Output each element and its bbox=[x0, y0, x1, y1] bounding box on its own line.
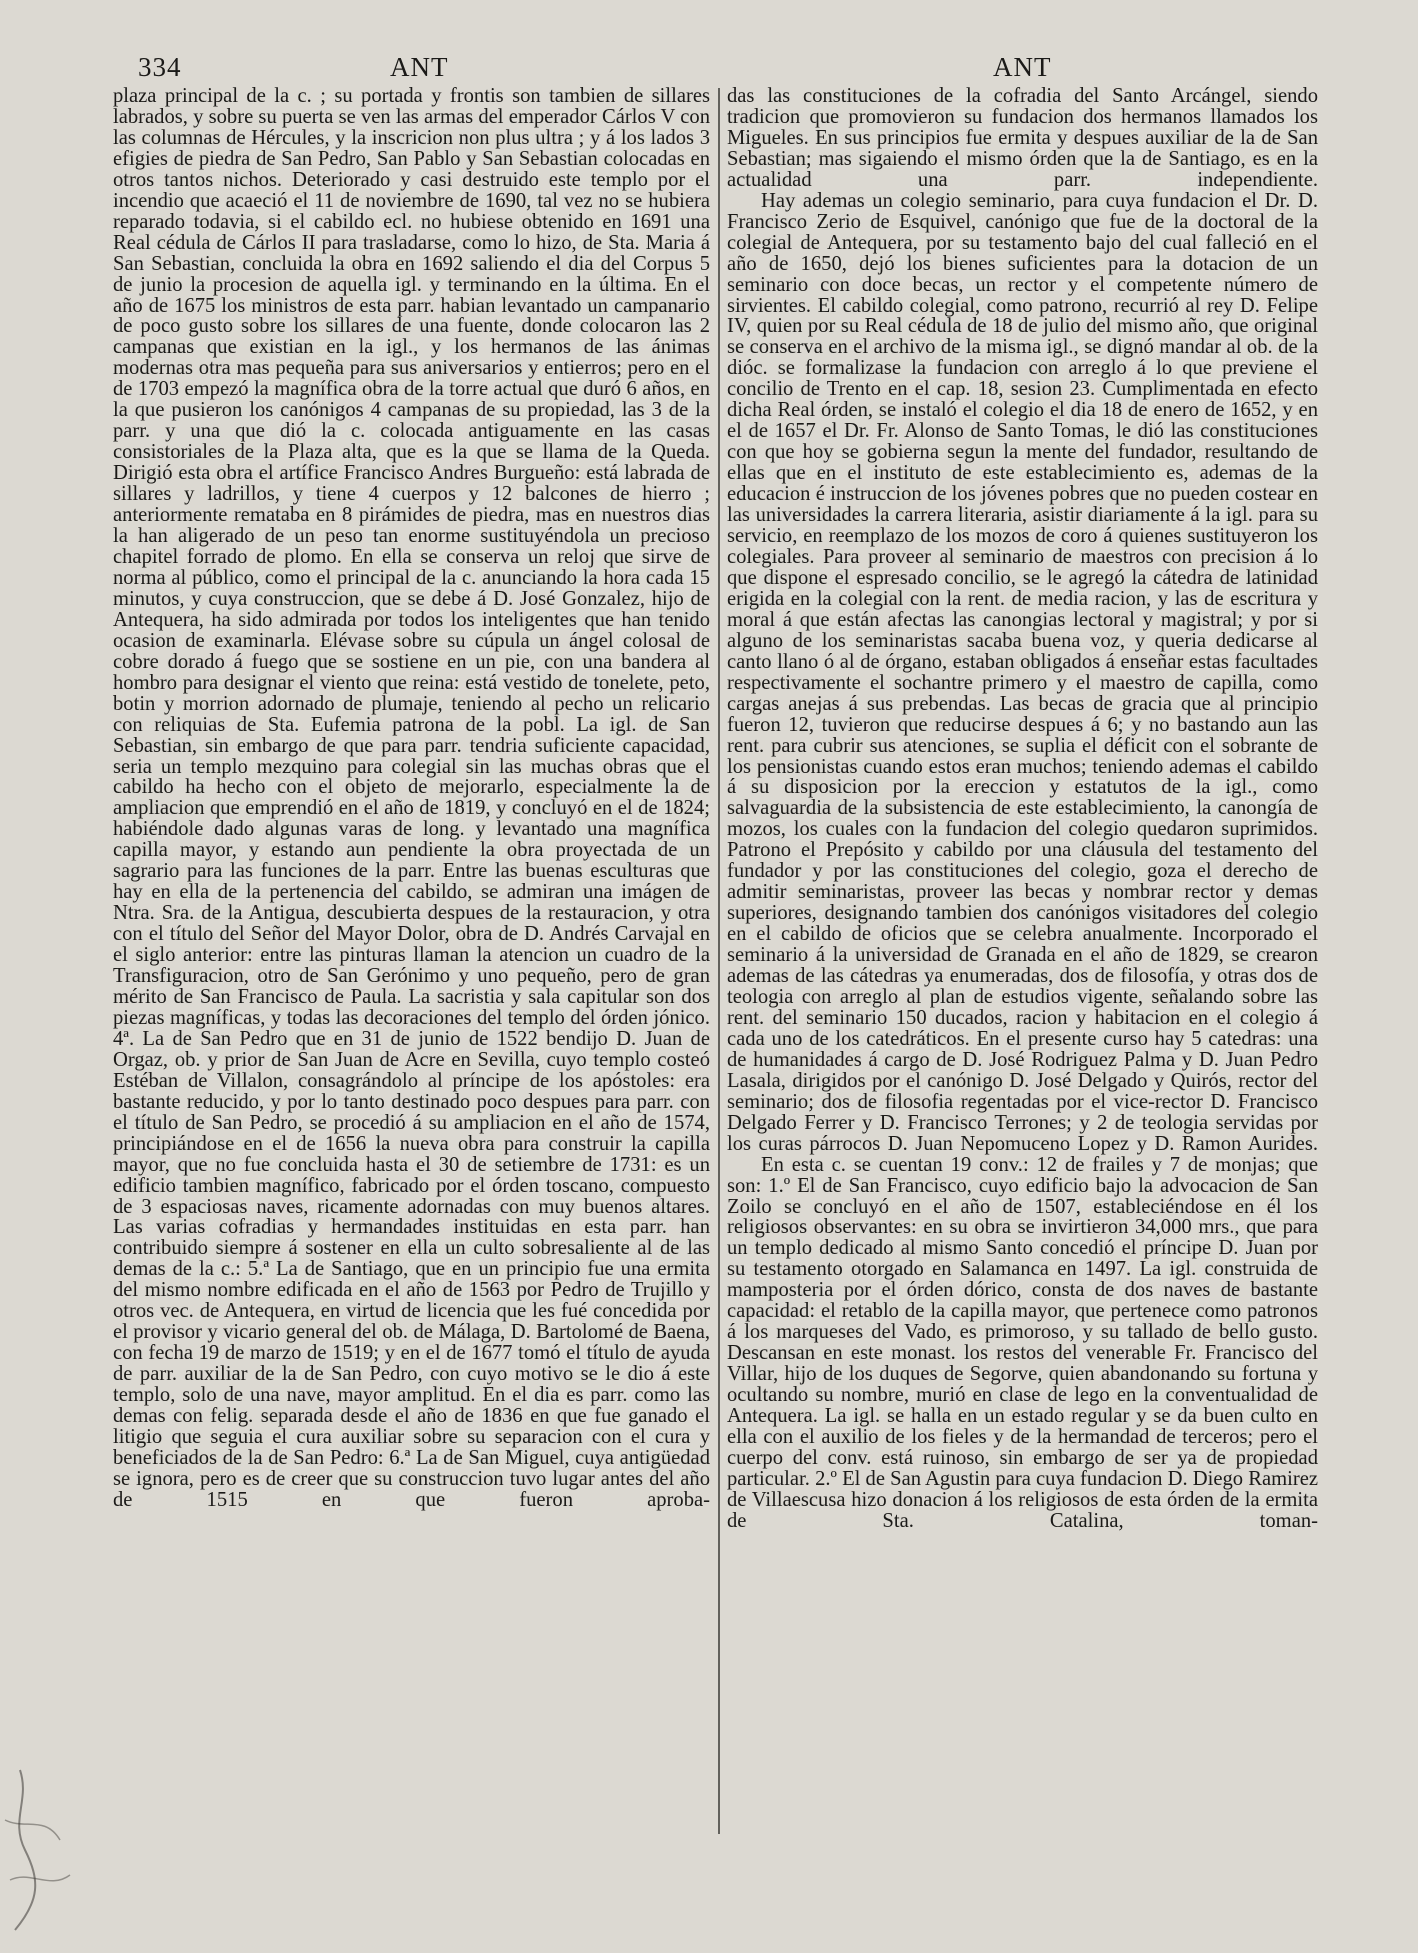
right-paragraph-2: Hay ademas un colegio seminario, para cuya fundacion el Dr. D. Francisco Zerio de Esquivel, canónigo que fue de la doctoral de la colegial de Antequera, por su testamento bajo del cual falleció en el año de 1650, dejó los bienes suficientes para la dotacion de un seminario con doce becas, un rector y el competente número de sirvientes. El cabildo colegial, como patrono, recurrió al rey D. Felipe IV, quien por su Real cédula de 18 de julio del mismo año, que original se conserva en el archivo de la misma igl., se dignó mandar al ob. de la dióc. se formalizase la fundacion con arreglo á lo que previene el concilio de Trento en el cap. 18, sesion 23. Cumplimentada en efecto dicha Real órden, se instaló el colegio el dia 18 de enero de 1652, y en el de 1657 el Dr. Fr. Alonso de Santo Tomas, le dió las constituciones con que hoy se gobierna segun la mente del fundador, resultando de ellas que en el instituto de este establecimiento es, ademas de la educacion é instruccion de los jóvenes pobres que no pueden costear en las universidades la carrera literaria, asistir diariamente á la igl. para su servicio, en reemplazo de los mozos de coro á quienes sustituyeron los colegiales. Para proveer al seminario de maestros con precision á lo que dispone el espresado concilio, se le agregó la cátedra de latinidad erigida en la colegial con la rent. de media racion, y las de escritura y moral á que están afectas las canongias lectoral y magistral; y por si alguno de los seminaristas sacaba buena voz, y queria dedicarse al canto llano ó al de órgano, estaban obligados á enseñar estas facultades respectivamente el sochantre primero y el maestro de capilla, como cargas anejas á sus prebendas. Las becas de gracia que al principio fueron 12, tuvieron que reducirse despues á 6; y no bastando aun las rent. para cubrir sus atenciones, se suplia el déficit con el sobrante de los pensionistas cuando estos eran muchos; teniendo ademas el cabildo á su disposicion por la ereccion y estatutos de la igl., como salvaguardia de la subsistencia de este establecimiento, la canongía de mozos, los cuales con la fundacion del colegio quedaron suprimidos. Patrono el Prepósito y cabildo por una cláusula del testamento del fundador y por las constituciones del colegio, goza el derecho de admitir seminaristas, proveer las becas y nombrar rector y demas superiores, designando tambien dos canónigos visitadores del colegio en el cabildo de oficios que se celebra anualmente. Incorporado el seminario á la universidad de Granada en el año de 1829, se crearon ademas de las cátedras ya enumeradas, dos de filosofía, y otras dos de teologia con arreglo al plan de estudios vigente, señalando sobre las rent. del seminario 150 ducados, racion y habitacion en el colegio á cada uno de los catedráticos. En el presente curso hay 5 catedras: una de humanidades á cargo de D. José Rodriguez Palma y D. Juan Pedro Lasala, dirigidos por el canónigo D. José Delgado y Quirós, rector del seminario; dos de filosofia regentadas por el vice-rector D. Francisco Delgado Ferrer y D. Francisco Terrones; y 2 de teologia servidas por los curas párrocos D. Juan Nepomuceno Lopez y D. Ramon Aurides. bbox=[727, 189, 1318, 1155]
margin-scribble-icon bbox=[0, 1760, 100, 1940]
left-paragraph-1: plaza principal de la c. ; su portada y frontis son tambien de sillares labrados, y sobre su puerta se ven las armas del emperador Cárlos V con las columnas de Hércules, y la inscricion non plus ultra ; y á los lados 3 efigies de piedra de San Pedro, San Pablo y San Sebastian colocadas en otros tantos nichos. Deteriorado y casi destruido este templo por el incendio que acaeció el 11 de noviembre de 1690, tal vez no se hubiera reparado todavia, si el cabildo ecl. no hubiese obtenido en 1691 una Real cédula de Cárlos II para trasladarse, como lo hizo, de Sta. Maria á San Sebastian, concluida la obra en 1692 saliendo el dia del Corpus 5 de junio la procesion de aquella igl. y terminando en la última. En el año de 1675 los ministros de esta parr. habian levantado un campanario de poco gusto sobre los sillares de una fuente, donde colocaron las 2 campanas que existian en la igl., y los hermanos de las ánimas modernas otra mas pequeña para sus aniversarios y entierros; pero en el de 1703 empezó la magnífica obra de la torre actual que duró 6 años, en la que pusieron los canónigos 4 campanas de su propiedad, las 3 de la parr. y una que dió la c. colocada antiguamente en las casas consistoriales de la Plaza alta, que es la que se llama de la Queda. Dirigió esta obra el artífice Francisco Andres Burgueño: está labrada de sillares y ladrillos, y tiene 4 cuerpos y 12 balcones de hierro ; anteriormente remataba en 8 pirámides de piedra, mas en nuestros dias la han aligerado de un peso tan enorme sustituyéndola un precioso chapitel forrado de plomo. En ella se conserva un reloj que sirve de norma al público, como el principal de la c. anunciando la hora cada 15 minutos, y cuya construccion, que se debe á D. José Gonzalez, hijo de Antequera, ha sido admirada por todos los inteligentes que han tenido ocasion de examinarla. Elévase sobre su cúpula un ángel colosal de cobre dorado á fuego que se sostiene en un pie, con una bandera al hombro para designar el viento que reina: está vestido de tonelete, peto, botin y morrion adornado de plumaje, teniendo al pecho un relicario con reliquias de Sta. Eufemia patrona de la pobl. La igl. de San Sebastian, sin embargo de que para parr. tendria suficiente capacidad, seria un templo mezquino para colegial sin las muchas obras que el cabildo ha hecho con el objeto de mejorarlo, especialmente la de ampliacion que emprendió en el año de 1819, y concluyó en el de 1824; habiéndole dado algunas varas de long. y levantado una magnífica capilla mayor, y estando aun pendiente la obra proyectada de un sagrario para las funciones de la parr. Entre las buenas esculturas que hay en ella de la pertenencia del cabildo, se admiran una imágen de Ntra. Sra. de la Antigua, descubierta despues de la restauracion, y otra con el título del Señor del Mayor Dolor, obra de D. Andrés Carvajal en el siglo anterior: entre las pinturas llaman la atencion un cuadro de la Transfiguracion, otro de San Gerónimo y uno pequeño, pero de gran mérito de San Francisco de Paula. La sacristia y sala capitular son dos piezas magníficas, y todas las decoraciones del templo del órden jónico. 4ª. La de San Pedro que en 31 de junio de 1522 bendijo D. Juan de Orgaz, ob. y prior de San Juan de Acre en Sevilla, cuyo templo costeó Estéban de Villalon, consagrándolo al príncipe de los apóstoles: era bastante reducido, y por lo tanto destinado poco despues para parr. con el título de San Pedro, se procedió á su ampliacion en el año de 1574, principiándose en el de 1656 la nueva obra para construir la capilla mayor, que no fue concluida hasta el 30 de setiembre de 1731: es un edificio tambien magnífico, fabricado por el órden toscano, compuesto de 3 espaciosas naves, ricamente adornadas con muy buenos altares. Las varias cofradias y hermandades instituidas en esta parr. han contribuido siempre á sostener en ella un culto sobresaliente al de las demas de la c.: 5.ª La de Santiago, que en un principio fue una ermita del mismo nombre edificada en el año de 1563 por Pedro de Trujillo y otros vec. de Antequera, en virtud de licencia que les fué concedida por el provisor y vicario general del ob. de Málaga, D. Bartolomé de Baena, con fecha 19 de marzo de 1519; y en el de 1677 tomó el título de ayuda de parr. auxiliar de la de San Pedro, con cuyo motivo se le dio á este templo, solo de una nave, mayor amplitud. En el dia es parr. como las demas con felig. separada desde el año de 1836 en que fue ganado el litigio que seguia el cura auxiliar sobre su separacion con el cura y beneficiados de la de San Pedro: 6.ª La de San Miguel, cuya antigüedad se ignora, pero es de creer que su construccion tuvo lugar antes del año de 1515 en que fueron aproba- bbox=[113, 85, 710, 1511]
column-divider bbox=[718, 88, 720, 1834]
right-column bbox=[727, 86, 1318, 1532]
right-paragraph-3: En esta c. se cuentan 19 conv.: 12 de frailes y 7 de monjas; que son: 1.º El de San Francisco, cuyo edificio bajo la advocacion de San Zoilo se concluyó en el año de 1507, estableciéndose en él los religiosos observantes: en su obra se invirtieron 34,000 mrs., que para un templo dedicado al mismo Santo concedió el príncipe D. Juan por su testamento otorgado en Salamanca en 1497. La igl. construida de mamposteria por el órden dórico, consta de dos naves de bastante capacidad: el retablo de la capilla mayor, que pertenece como patronos á los marqueses del Vado, es primoroso, y su tallado de bello gusto. Descansan en este monast. los restos del venerable Fr. Francisco del Villar, hijo de los duques de Segorve, quien abandonando su fortuna y ocultando su nombre, murió en clase de lego en la conventualidad de Antequera. La igl. se halla en un estado regular y se da buen culto en ella con el auxilio de los fieles y de la hermandad de terceros; pero el cuerpo del conv. está ruinoso, sin embargo de ser ya de propiedad particular. 2.º El de San Agustin para cuya fundacion D. Diego Ramirez de Villaescusa hizo donacion á los religiosos de esta órden de la ermita de Sta. Catalina, toman- bbox=[727, 1153, 1318, 1532]
page-number: 334 bbox=[138, 52, 182, 82]
running-head-right: ANT bbox=[993, 52, 1052, 82]
left-column bbox=[113, 86, 710, 1511]
running-head-left: ANT bbox=[390, 52, 449, 82]
page-header bbox=[138, 52, 1298, 84]
right-paragraph-1: das las constituciones de la cofradia del Santo Arcángel, siendo tradicion que promovieron su fundacion dos hermanos llamados los Migueles. En sus principios fue ermita y despues auxiliar de la de San Sebastian; mas sigaiendo el mismo órden que la de Santiago, es en la actualidad una parr. independiente. bbox=[727, 85, 1318, 191]
